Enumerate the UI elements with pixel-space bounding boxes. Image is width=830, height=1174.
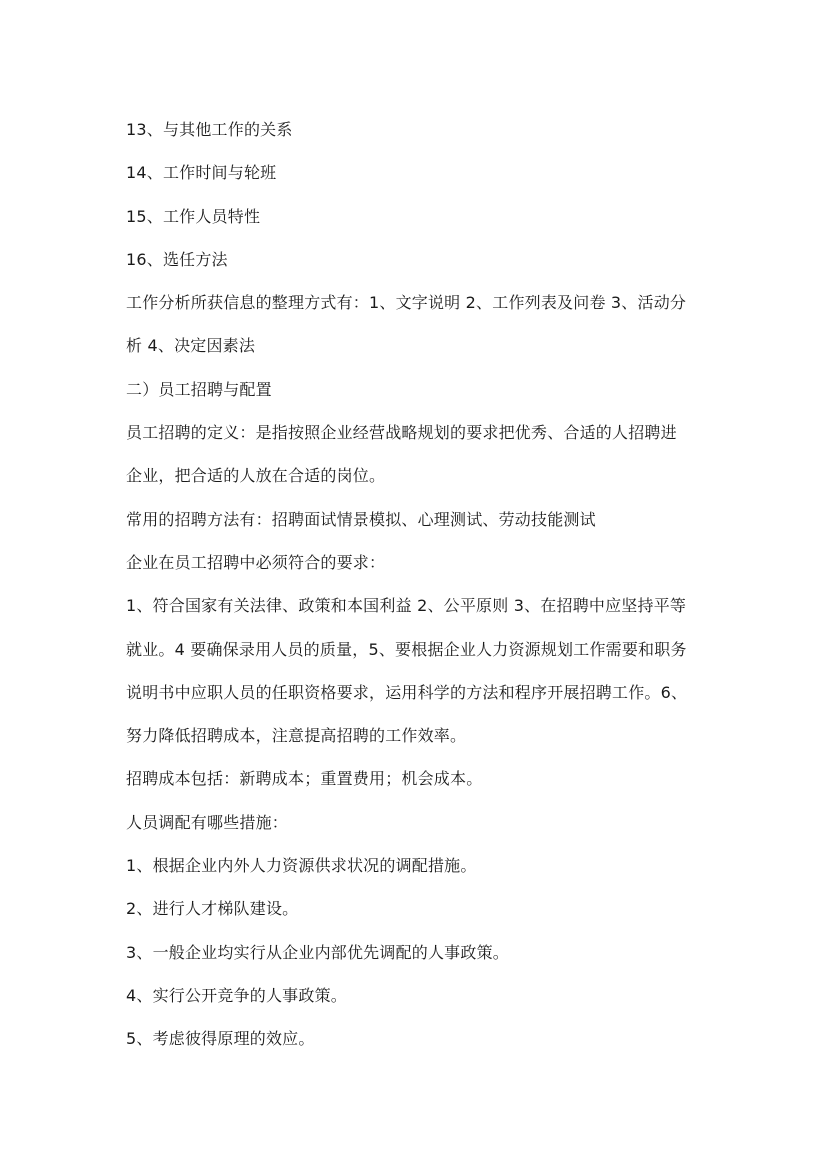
text-line: 15、工作人员特性 [126,206,261,226]
text-line: 努力降低招聘成本，注意提高招聘的工作效率。 [126,726,467,746]
list-item: 1、根据企业内外人力资源供求状况的调配措施。 [126,856,477,876]
text-line: 说明书中应职人员的任职资格要求，运用科学的方法和程序开展招聘工作。6、 [126,682,688,702]
list-item: 2、进行人才梯队建设。 [126,899,299,919]
text-line: 工作分析所获信息的整理方式有：1、文字说明 2、工作列表及问卷 3、活动分 [126,293,687,313]
section-heading: 二）员工招聘与配置 [126,379,272,399]
list-item: 5、考虑彼得原理的效应。 [126,1029,315,1049]
text-line: 就业。4 要确保录用人员的质量，5、要根据企业人力资源规划工作需要和职务 [126,639,687,659]
text-line: 析 4、决定因素法 [126,336,256,356]
list-item: 4、实行公开竞争的人事政策。 [126,985,347,1005]
text-line: 招聘成本包括：新聘成本；重置费用；机会成本。 [126,769,483,789]
text-line: 13、与其他工作的关系 [126,120,293,139]
text-line: 员工招聘的定义：是指按照企业经营战略规划的要求把优秀、合适的人招聘进 [126,423,677,443]
document-body [126,108,716,1061]
text-line: 14、工作时间与轮班 [126,163,277,183]
list-item: 3、一般企业均实行从企业内部优先调配的人事政策。 [126,942,509,962]
text-line: 企业，把合适的人放在合适的岗位。 [126,466,386,486]
text-line: 人员调配有哪些措施： [126,812,289,832]
text-line: 16、选任方法 [126,249,228,269]
text-line: 企业在员工招聘中必须符合的要求： [126,552,386,572]
text-line: 1、符合国家有关法律、政策和本国利益 2、公平原则 3、在招聘中应坚持平等 [126,596,687,616]
text-line: 常用的招聘方法有：招聘面试情景模拟、心理测试、劳动技能测试 [126,509,596,529]
